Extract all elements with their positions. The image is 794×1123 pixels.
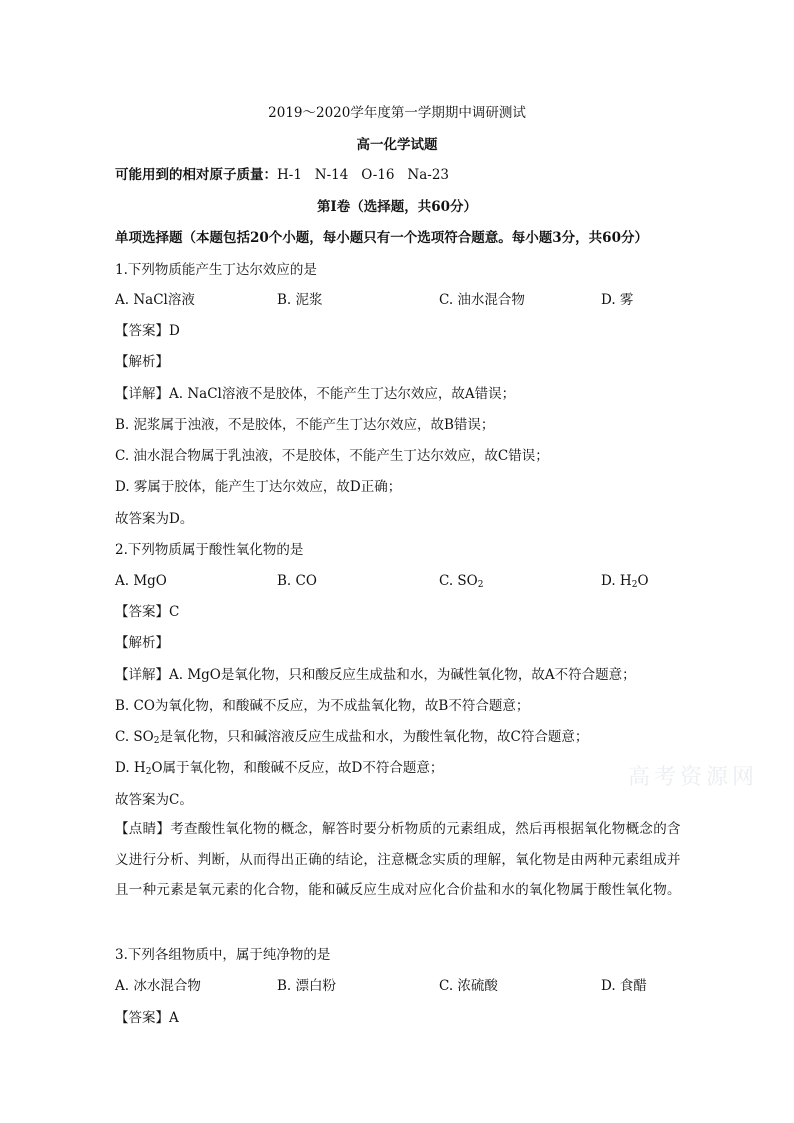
question-3-stem: 3.下列各组物质中，属于纯净物的是 bbox=[115, 947, 331, 963]
option-c: C. $SO_2$ bbox=[439, 573, 484, 590]
question-1-detail: 【详解】A. NaCl溶液不是胶体，不能产生丁达尔效应，故A错误； bbox=[115, 386, 516, 402]
exam-title: 2019～2020学年度第一学期期中调研测试 bbox=[268, 105, 526, 121]
question-2-answer: 【答案】C bbox=[115, 604, 180, 620]
option-b: B. 泥浆 bbox=[277, 292, 323, 308]
atomic-mass-line bbox=[115, 166, 449, 184]
section-title: 单项选择题（本题包括20个小题，每小题只有一个选项符合题意。每小题3分，共60分） bbox=[115, 230, 648, 246]
question-2-detail: B. CO为氧化物，和酸碱不反应，为不成盐氧化物，故B不符合题意； bbox=[115, 698, 530, 714]
atomic-mass-label: 可能用到的相对原子质量： bbox=[115, 167, 277, 183]
option-d: D. 雾 bbox=[601, 292, 634, 308]
question-2-stem: 2.下列物质属于酸性氧化物的是 bbox=[115, 542, 304, 558]
option-b: B. 漂白粉 bbox=[277, 978, 337, 994]
question-2-analysis: 【解析】 bbox=[115, 635, 169, 651]
question-1-conclusion: 故答案为D。 bbox=[115, 511, 194, 527]
question-1-detail: C. 油水混合物属于乳浊液，不是胶体，不能产生丁达尔效应，故C错误； bbox=[115, 448, 549, 464]
option-c: C. 浓硫酸 bbox=[439, 978, 498, 994]
watermark: 高考资源网 bbox=[628, 765, 759, 790]
question-2-tip: 【点睛】考查酸性氧化物的概念，解答时要分析物质的元素组成，然后再根据氧化物概念的含义进行分析、判断，从而得出正确的结论，注意概念实质的理解，氧化物是由两种元素组成并且一种元素是氧元素的化合物，能和碱反应生成对应化合价盐和水的氧化物属于酸性氧化物。 bbox=[115, 821, 681, 898]
option-a: A. 冰水混合物 bbox=[115, 978, 201, 994]
question-1-detail: D. 雾属于胶体，能产生丁达尔效应，故D正确； bbox=[115, 479, 402, 495]
question-1-stem: 1.下列物质能产生丁达尔效应的是 bbox=[115, 262, 317, 278]
atomic-mass-values: H-1 N-14 O-16 Na-23 bbox=[277, 167, 449, 183]
question-3-answer: 【答案】A bbox=[115, 1010, 179, 1026]
option-a: A. NaCl溶液 bbox=[115, 292, 195, 308]
option-d: D. $H_2O$ bbox=[601, 573, 649, 590]
volume-title: 第Ⅰ卷（选择题，共60分） bbox=[316, 199, 478, 215]
option-c: C. 油水混合物 bbox=[439, 292, 525, 308]
question-1-detail: B. 泥浆属于浊液，不是胶体，不能产生丁达尔效应，故B错误； bbox=[115, 417, 495, 433]
option-b: B. CO bbox=[277, 573, 317, 589]
question-1-answer: 【答案】D bbox=[115, 323, 180, 339]
option-d: D. 食醋 bbox=[601, 978, 647, 994]
question-2-conclusion: 故答案为C。 bbox=[115, 792, 193, 808]
question-2-detail: C. $SO_2$是氧化物，只和碱溶液反应生成盐和水，为酸性氧化物，故C符合题意； bbox=[115, 729, 589, 746]
subject-title: 高一化学试题 bbox=[356, 137, 438, 153]
question-2-detail: 【详解】A. MgO是氧化物，只和酸反应生成盐和水，为碱性氧化物，故A不符合题意； bbox=[115, 667, 636, 683]
option-a: A. MgO bbox=[115, 573, 167, 589]
question-2-detail: D. $H_2O$属于氧化物，和酸碱不反应，故D不符合题意； bbox=[115, 760, 444, 777]
question-1-analysis: 【解析】 bbox=[115, 354, 169, 370]
